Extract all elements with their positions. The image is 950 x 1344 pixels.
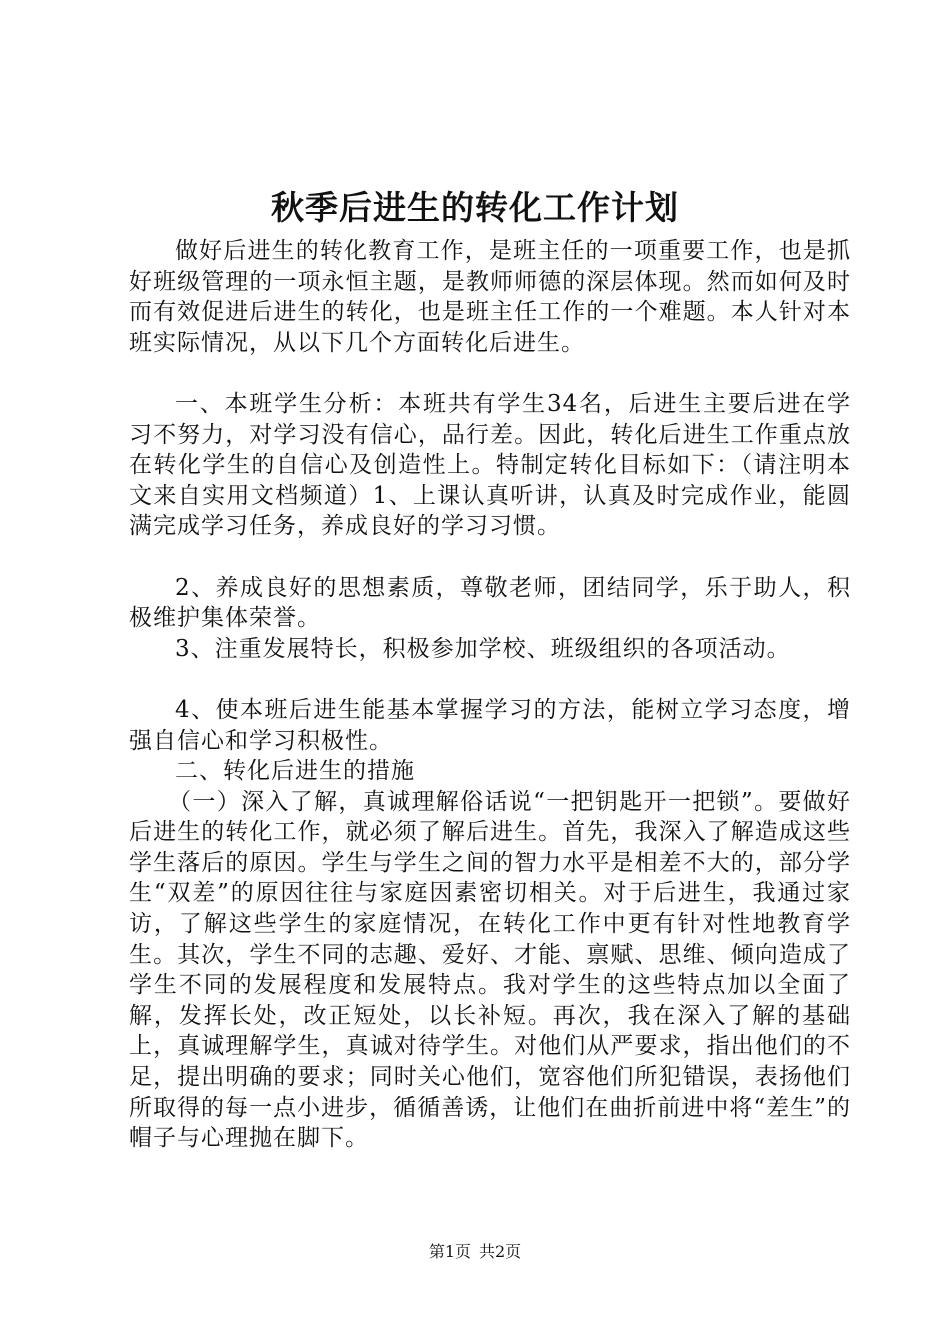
page-total: 共2页: [479, 1242, 522, 1261]
document-title: 秋季后进生的转化工作计划: [271, 188, 679, 227]
student-analysis-paragraph: 一、本班学生分析：本班共有学生34名，后进生主要后进在学习不努力，对学习没有信心，品行差。因此，转化后进生工作重点放在转化学生的自信心及创造性上。特制定转化目标如下：（请注明本文来自实用文档频道）1、上课认真听讲，认真及时完成作业，能圆满完成学习任务，养成良好的学习习惯。: [129, 390, 851, 540]
page-footer: [0, 1241, 950, 1263]
goal-item-4: 4、使本班后进生能基本掌握学习的方法，能树立学习态度，增强自信心和学习积极性。: [129, 696, 851, 754]
page-number: 第1页: [428, 1242, 471, 1261]
measure-paragraph-1: （一）深入了解，真诚理解俗话说“一把钥匙开一把锁”。要做好后进生的转化工作，就必须了解后进生。首先，我深入了解造成这些学生落后的原因。学生与学生之间的智力水平是相差不大的，部分学生“双差”的原因往往与家庭因素密切相关。对于后进生，我通过家访，了解这些学生的家庭情况，在转化工作中更有针对性地教育学生。其次，学生不同的志趣、爱好、才能、禀赋、思维、倾向造成了学生不同的发展程度和发展特点。我对学生的这些特点加以全面了解，发挥长处，改正短处，以长补短。再次，我在深入了解的基础上，真诚理解学生，真诚对待学生。对他们从严要求，指出他们的不足，提出明确的要求；同时关心他们，宽容他们所犯错误，表扬他们所取得的每一点小进步，循循善诱，让他们在曲折前进中将“差生”的帽子与心理抛在脚下。: [129, 788, 851, 1152]
paragraph-spacer: [129, 664, 851, 695]
paragraph-spacer: [129, 542, 851, 573]
goal-item-3: 3、注重发展特长，积极参加学校、班级组织的各项活动。: [175, 635, 791, 662]
intro-paragraph: 做好后进生的转化教育工作，是班主任的一项重要工作，也是抓好班级管理的一项永恒主题，是教师师德的深层体现。然而如何及时而有效促进后进生的转化，也是班主任工作的一个难题。本人针对本班实际情况，从以下几个方面转化后进生。: [129, 238, 851, 356]
paragraph-spacer: [129, 358, 851, 389]
goal-item-2: 2、养成良好的思想素质，尊敬老师，团结同学，乐于助人，积极维护集体荣誉。: [129, 574, 851, 632]
section-heading-measures: 二、转化后进生的措施: [175, 758, 415, 785]
document-body: [129, 236, 851, 1154]
